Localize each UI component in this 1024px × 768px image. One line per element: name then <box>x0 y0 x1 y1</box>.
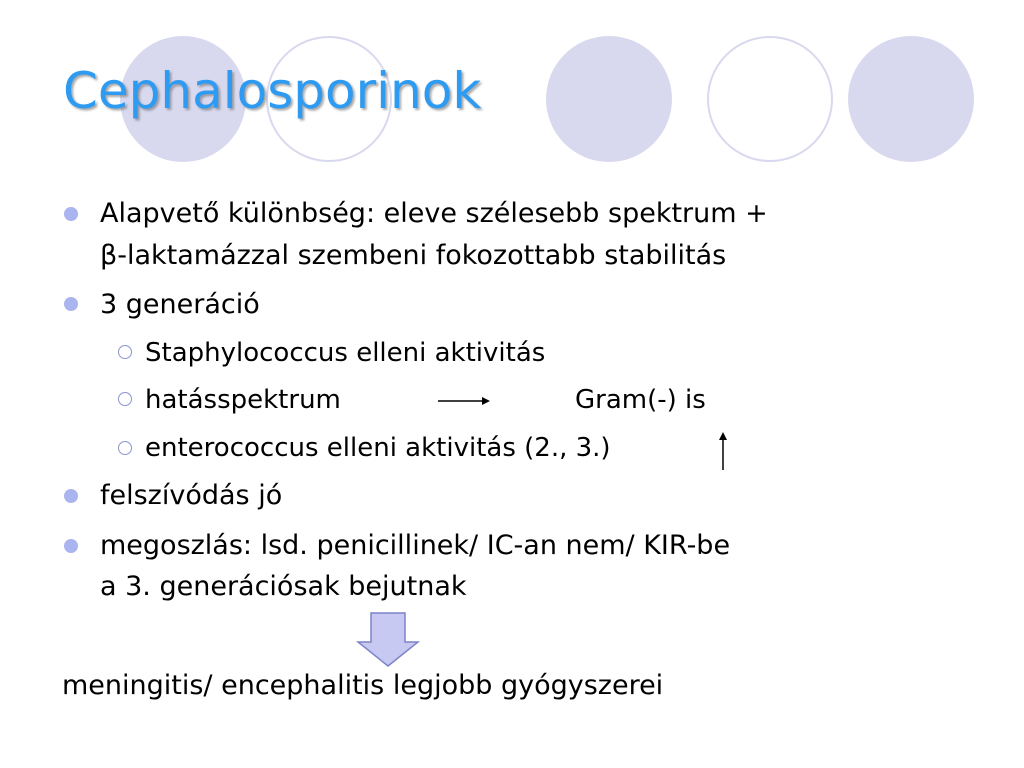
down-arrow-icon <box>356 612 420 668</box>
sub-bullet-text-right: Gram(-) is <box>575 385 706 415</box>
sub-bullet-marker <box>118 392 132 406</box>
bullet-marker <box>64 489 78 503</box>
bullet-text-continued: a 3. generációsak bejutnak <box>100 571 467 602</box>
sub-bullet-text: Staphylococcus elleni aktivitás <box>145 338 546 368</box>
sub-bullet-marker <box>118 441 132 455</box>
sub-bullet-text: enterococcus elleni aktivitás (2., 3.) <box>145 433 611 463</box>
arrow-up-icon <box>715 432 731 472</box>
bullet-marker <box>64 297 78 311</box>
arrow-right-icon <box>438 394 498 408</box>
bullet-text: felszívódás jó <box>100 480 283 511</box>
bullet-marker <box>64 539 78 553</box>
decor-circle-3 <box>546 36 672 162</box>
decor-circle-4 <box>707 36 833 162</box>
bullet-marker <box>64 207 78 221</box>
bullet-text: megoszlás: lsd. penicillinek/ IC-an nem/ KIR-be <box>100 530 731 561</box>
bullet-text: Alapvető különbség: eleve szélesebb spektrum + <box>100 198 768 229</box>
decor-circle-5 <box>848 36 974 162</box>
sub-bullet-marker <box>118 345 132 359</box>
bullet-text: 3 generáció <box>100 289 260 320</box>
slide-title: Cephalosporinok <box>63 62 482 120</box>
conclusion-text: meningitis/ encephalitis legjobb gyógyszerei <box>62 670 664 701</box>
sub-bullet-text: hatásspektrum <box>145 385 341 415</box>
bullet-text-continued: β-laktamázzal szembeni fokozottabb stabilitás <box>100 240 727 271</box>
